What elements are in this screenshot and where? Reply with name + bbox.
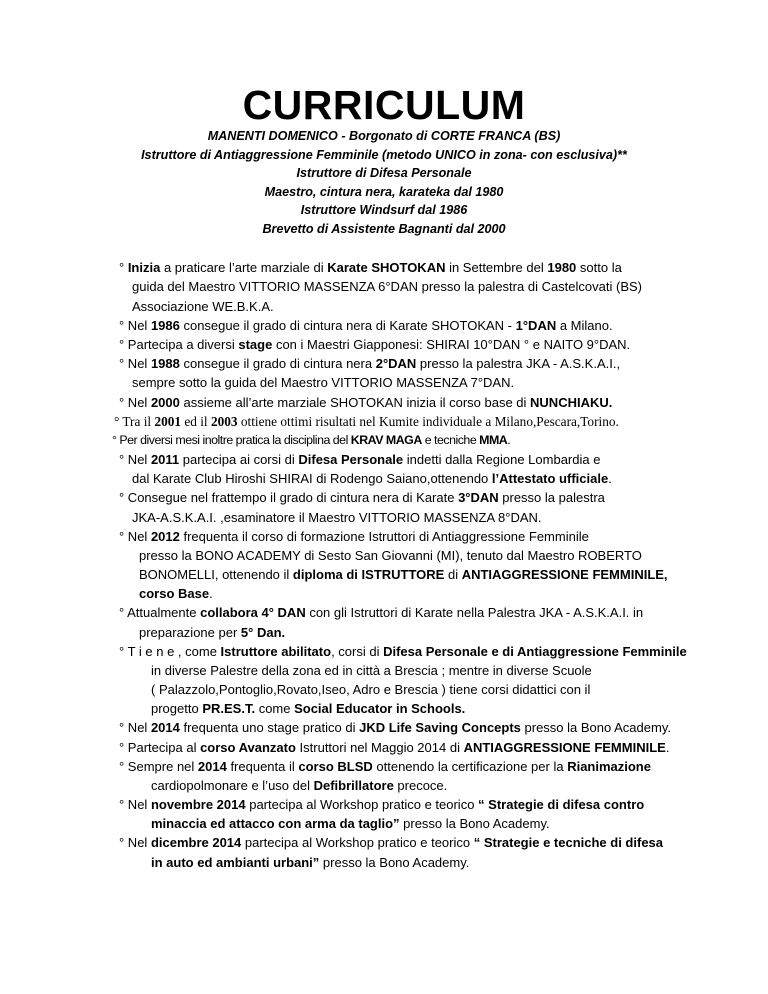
cv-line-emphasis: JKD Life Saving Concepts: [359, 720, 521, 735]
header-block: [0, 127, 768, 239]
cv-line: [119, 757, 651, 776]
cv-line-text: preparazione per: [139, 625, 241, 640]
cv-line: [119, 450, 600, 469]
cv-line-text: presso la BONO ACADEMY di Sesto San Giovanni (MI), tenuto dal Maestro ROBERTO: [139, 548, 642, 563]
cv-line-emphasis: 2001: [154, 414, 182, 429]
cv-line-emphasis: Inizia: [127, 260, 161, 275]
cv-line-emphasis: novembre 2014: [150, 797, 246, 812]
cv-line: [119, 258, 622, 277]
cv-line-text: presso la Bono Academy.: [399, 816, 550, 831]
cv-line-emphasis: collabora 4° DAN: [200, 605, 306, 620]
cv-line-emphasis: KRAV MAGA: [350, 433, 422, 447]
cv-line: [119, 354, 620, 373]
cv-line-text: indetti dalla Regione Lombardia e: [403, 452, 601, 467]
cv-line: [119, 316, 613, 335]
cv-line-text: presso la palestra: [498, 490, 605, 505]
cv-line: [119, 488, 605, 507]
cv-line-text: in Settembre del: [445, 260, 548, 275]
cv-line-text: guida del Maestro VITTORIO MASSENZA 6°DAN presso la palestra di Castelcovati (BS): [132, 279, 642, 294]
cv-line: [139, 623, 285, 642]
cv-line-emphasis: 5° Dan.: [240, 625, 286, 640]
cv-line-text: come: [255, 701, 295, 716]
cv-line-text: .: [507, 433, 511, 447]
cv-line-text: ° Per diversi mesi inoltre pratica la disciplina del: [112, 433, 351, 447]
cv-line-text: ° Nel: [119, 529, 151, 544]
cv-line-text: Istruttori nel Maggio 2014 di: [295, 740, 464, 755]
cv-line-text: presso la palestra JKA - A.S.K.A.I.,: [416, 356, 621, 371]
cv-line-emphasis: 1980: [547, 260, 577, 275]
cv-line: [132, 469, 612, 488]
cv-line-emphasis: Difesa Personale: [298, 452, 404, 467]
cv-line-text: a praticare l’arte marziale di: [160, 260, 328, 275]
cv-line-text: presso la Bono Academy.: [319, 855, 470, 870]
cv-line-text: .: [665, 740, 670, 755]
cv-line-text: ( Palazzolo,Pontoglio,Rovato,Iseo, Adro e Brescia ) tiene corsi didattici con il: [151, 682, 591, 697]
cv-line-text: con i Maestri Giapponesi: SHIRAI 10°DAN ° e NAITO 9°DAN.: [272, 337, 631, 352]
cv-line-emphasis: 2000: [150, 395, 180, 410]
cv-line-text: , corsi di: [331, 644, 384, 659]
cv-line: [119, 795, 644, 814]
cv-line-emphasis: 2011: [150, 452, 180, 467]
cv-line-text: con gli Istruttori di Karate nella Palestra JKA - A.S.K.A.I. in: [305, 605, 644, 620]
cv-line-text: ° Sempre nel: [119, 759, 198, 774]
cv-line: [112, 431, 510, 450]
header-role-antiaggressione: Istruttore di Antiaggressione Femminile (metodo UNICO in zona- con esclusiva)**: [141, 147, 627, 162]
cv-line-emphasis: Defibrillatore: [313, 778, 394, 793]
cv-line-emphasis: Karate SHOTOKAN: [327, 260, 446, 275]
cv-line-text: di: [444, 567, 462, 582]
cv-line-text: ° Nel: [119, 720, 151, 735]
cv-line: [139, 584, 213, 603]
cv-line-text: ° T i e n e , come: [119, 644, 221, 659]
cv-line-emphasis: Istruttore abilitato: [220, 644, 332, 659]
cv-line: [139, 565, 668, 584]
cv-line-emphasis: corso BLSD: [298, 759, 373, 774]
cv-line: [119, 393, 612, 412]
cv-line-emphasis: “ Strategie e tecniche di difesa: [473, 835, 664, 850]
header-role-maestro: Maestro, cintura nera, karateka dal 1980: [264, 184, 504, 199]
cv-line-text: partecipa al Workshop pratico e teorico: [245, 797, 479, 812]
cv-line-text: ° Nel: [119, 356, 151, 371]
cv-line-text: consegue il grado di cintura nera di Karate SHOTOKAN -: [179, 318, 516, 333]
cv-line-text: ° Nel: [119, 395, 151, 410]
cv-line-emphasis: 1°DAN: [515, 318, 557, 333]
header-role-difesa: Istruttore di Difesa Personale: [296, 166, 472, 181]
cv-line-emphasis: ANTIAGGRESSIONE FEMMINILE: [463, 740, 666, 755]
cv-line: [119, 527, 589, 546]
cv-line-text: assieme all’arte marziale SHOTOKAN inizia il corso base di: [179, 395, 531, 410]
cv-line-emphasis: l’Attestato ufficiale: [491, 471, 609, 486]
cv-line: [139, 546, 642, 565]
cv-line-emphasis: corso Avanzato: [200, 740, 296, 755]
cv-line-emphasis: dicembre 2014: [150, 835, 242, 850]
cv-line-emphasis: MMA: [479, 433, 508, 447]
cv-line: [132, 373, 514, 392]
cv-line-text: frequenta il: [226, 759, 299, 774]
header-name-line: MANENTI DOMENICO - Borgonato di CORTE FRANCA (BS): [207, 129, 561, 143]
cv-line: [132, 508, 542, 527]
cv-line-text: .: [608, 471, 612, 486]
cv-line-text: sempre sotto la guida del Maestro VITTORIO MASSENZA 7°DAN.: [132, 375, 515, 390]
cv-line-text: partecipa ai corsi di: [179, 452, 299, 467]
cv-line-text: frequenta il corso di formazione Istruttori di Antiaggressione Femminile: [179, 529, 589, 544]
cv-line-text: progetto: [151, 701, 203, 716]
cv-line: [151, 661, 592, 680]
cv-line: [119, 603, 643, 622]
cv-line-text: ° Nel: [119, 797, 151, 812]
page-title: CURRICULUM: [242, 82, 526, 128]
cv-line-emphasis: 1988: [150, 356, 180, 371]
cv-line-emphasis: stage: [238, 337, 273, 352]
cv-line: [119, 718, 671, 737]
cv-line-emphasis: 2°DAN: [375, 356, 417, 371]
cv-line: [132, 297, 274, 316]
cv-line-emphasis: minaccia ed attacco con arma da taglio”: [151, 816, 400, 831]
cv-line-text: ° Nel: [119, 835, 151, 850]
cv-line-text: BONOMELLI, ottenendo il: [139, 567, 293, 582]
cv-line: [151, 814, 550, 833]
cv-line-text: sotto la: [576, 260, 622, 275]
cv-line: [151, 680, 590, 699]
cv-line: [151, 776, 447, 795]
cv-line-text: a Milano.: [556, 318, 613, 333]
cv-line-emphasis: 1986: [150, 318, 180, 333]
cv-line-text: presso la Bono Academy.: [520, 720, 671, 735]
cv-line-text: ottiene ottimi risultati nel Kumite individuale a Milano,Pescara,Torino.: [237, 414, 619, 429]
cv-line: [119, 335, 630, 354]
header-role-bagnanti: Brevetto di Assistente Bagnanti dal 2000: [262, 221, 506, 236]
cv-line-emphasis: 2012: [150, 529, 180, 544]
cv-line-text: ° Consegue nel frattempo il grado di cintura nera di Karate: [119, 490, 459, 505]
header-role-windsurf: Istruttore Windsurf dal 1986: [300, 203, 468, 218]
cv-line-text: precoce.: [393, 778, 448, 793]
cv-line-text: ° Tra il: [114, 414, 155, 429]
cv-line-text: e tecniche: [421, 433, 480, 447]
cv-line-emphasis: PR.ES.T.: [202, 701, 256, 716]
cv-line-emphasis: Rianimazione: [567, 759, 651, 774]
cv-line-text: Associazione WE.B.K.A.: [132, 299, 274, 314]
cv-line-text: cardiopolmonare e l’uso del: [151, 778, 314, 793]
cv-line: [119, 642, 687, 661]
cv-line: [151, 853, 469, 872]
cv-line: [151, 699, 465, 718]
cv-line-text: partecipa al Workshop pratico e teorico: [241, 835, 474, 850]
cv-line-text: ° Attualmente: [119, 605, 201, 620]
cv-line-text: °: [119, 260, 128, 275]
cv-line-emphasis: Difesa Personale e di Antiaggressione Femminile: [383, 644, 687, 659]
cv-line-emphasis: corso Base: [139, 586, 210, 601]
cv-line-text: ed il: [181, 414, 211, 429]
cv-line-text: in diverse Palestre della zona ed in città a Brescia ; mentre in diverse Scuole: [151, 663, 592, 678]
cv-line-text: JKA-A.S.K.A.I. ,esaminatore il Maestro VITTORIO MASSENZA 8°DAN.: [132, 510, 542, 525]
cv-line-text: ° Partecipa a diversi: [119, 337, 239, 352]
cv-line: [119, 738, 669, 757]
cv-line-text: ° Partecipa al: [119, 740, 201, 755]
cv-line-emphasis: ANTIAGGRESSIONE FEMMINILE,: [461, 567, 668, 582]
cv-line: [119, 833, 663, 852]
cv-line-emphasis: 2014: [150, 720, 180, 735]
cv-line-emphasis: 2014: [197, 759, 227, 774]
cv-line-text: dal Karate Club Hiroshi SHIRAI di Rodengo Saiano,ottenendo: [132, 471, 492, 486]
cv-line-emphasis: “ Strategie di difesa contro: [478, 797, 645, 812]
cv-line-emphasis: Social Educator in Schools.: [294, 701, 466, 716]
cv-line-text: ° Nel: [119, 318, 151, 333]
cv-line: [114, 412, 619, 431]
cv-line: [132, 277, 642, 296]
cv-line-text: ottenendo la certificazione per la: [372, 759, 568, 774]
cv-line-emphasis: NUNCHIAKU.: [530, 395, 613, 410]
cv-line-emphasis: 3°DAN: [458, 490, 499, 505]
cv-line-text: consegue il grado di cintura nera: [179, 356, 376, 371]
cv-line-text: ° Nel: [119, 452, 151, 467]
cv-line-emphasis: 2003: [210, 414, 238, 429]
cv-line-text: .: [209, 586, 213, 601]
cv-line-emphasis: diploma di ISTRUTTORE: [292, 567, 445, 582]
cv-line-text: frequenta uno stage pratico di: [179, 720, 360, 735]
cv-line-emphasis: in auto ed ambianti urbani”: [151, 855, 320, 870]
